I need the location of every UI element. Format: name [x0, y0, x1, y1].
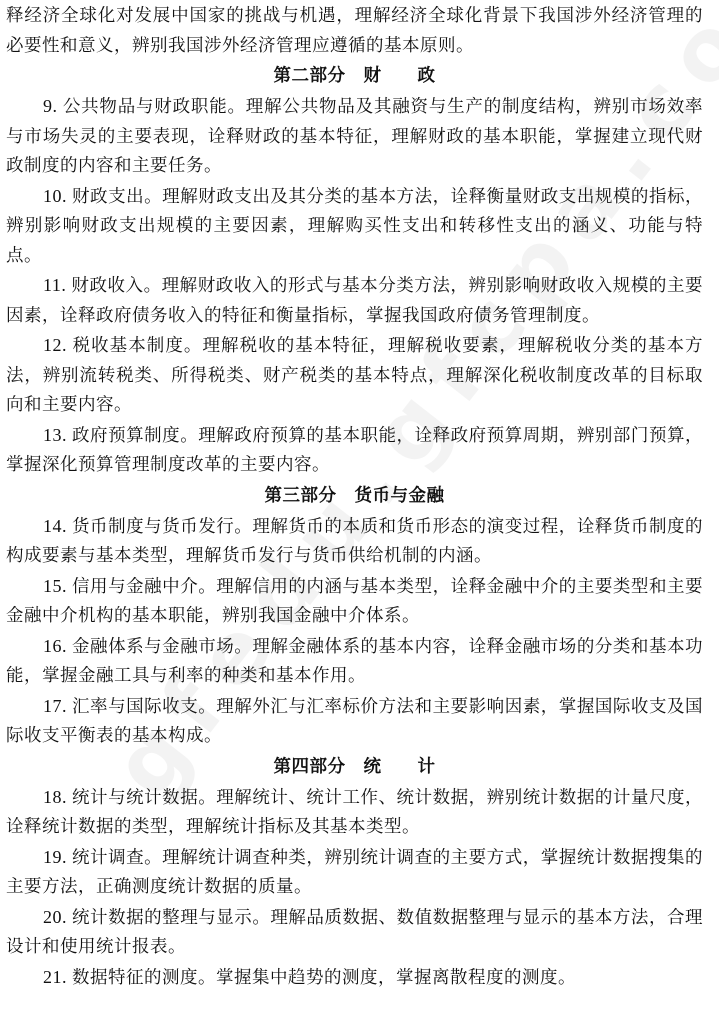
item-number: 13. — [43, 424, 73, 445]
item-text: 财政收入。理解财政收入的形式与基本分类方法，辨别影响财政收入规模的主要因素，诠释政府债务收入的特征和衡量指标，掌握我国政府债务管理制度。 — [6, 276, 703, 326]
item-text: 公共物品与财政职能。理解公共物品及其融资与生产的制度结构，辨别市场效率与市场失灵的主要表现，诠释财政的基本特征，理解财政的基本职能，掌握建立现代财政制度的内容和主要任务。 — [6, 97, 704, 176]
item-text: 统计调查。理解统计调查种类，辨别统计调查的主要方式，掌握统计数据搜集的主要方法，正确测度统计数据的质量。 — [6, 847, 703, 897]
item-number: 16. — [43, 635, 73, 656]
section-heading: 第三部分 货币与金融 — [264, 485, 445, 506]
list-item — [6, 903, 703, 963]
list-item — [6, 331, 703, 421]
item-number: 15. — [43, 575, 73, 596]
list-item — [6, 182, 703, 272]
list-item — [6, 692, 703, 752]
item-text: 金融体系与金融市场。理解金融体系的基本内容，诠释金融市场的分类和基本功能，掌握金融工具与利率的种类和基本作用。 — [6, 636, 703, 686]
list-item — [6, 421, 703, 481]
list-item — [6, 572, 703, 632]
section-heading: 第二部分 财 政 — [273, 66, 436, 86]
item-text: 统计数据的整理与显示。理解品质数据、数值数据整理与显示的基本方法，合理设计和使用统计报表。 — [6, 907, 703, 957]
item-number: 14. — [43, 515, 73, 536]
item-text: 汇率与国际收支。理解外汇与汇率标价方法和主要影响因素，掌握国际收支及国际收支平衡表的基本构成。 — [6, 696, 703, 746]
item-number: 20. — [43, 906, 73, 927]
list-item — [6, 632, 703, 692]
list-item — [6, 963, 703, 994]
list-item — [6, 92, 703, 182]
list-item — [6, 783, 703, 843]
intro-paragraph: 释经济全球化对发展中国家的挑战与机遇，理解经济全球化背景下我国涉外经济管理的必要性和意义，辨别我国涉外经济管理应遵循的基本原则。 — [6, 6, 703, 56]
item-text: 货币制度与货币发行。理解货币的本质和货币形态的演变过程，诠释货币制度的构成要素与基本类型，理解货币发行与货币供给机制的内涵。 — [6, 516, 703, 566]
item-number: 12. — [43, 335, 73, 355]
item-text: 数据特征的测度。掌握集中趋势的测度，掌握离散程度的测度。 — [72, 967, 576, 988]
item-number: 21. — [43, 966, 72, 987]
item-number: 9. — [43, 96, 63, 116]
item-number: 19. — [43, 846, 73, 867]
item-text: 统计与统计数据。理解统计、统计工作、统计数据，辨别统计数据的计量尺度，诠释统计数据的类型，理解统计指标及其基本类型。 — [6, 787, 703, 837]
item-text: 政府预算制度。理解政府预算的基本职能，诠释政府预算周期，辨别部门预算，掌握深化预算管理制度改革的主要内容。 — [6, 425, 703, 475]
list-item — [6, 271, 703, 331]
document-page — [6, 2, 703, 993]
item-number: 10. — [43, 185, 73, 206]
section-heading: 第四部分 统 计 — [273, 756, 436, 777]
item-number: 17. — [43, 695, 73, 716]
list-item — [6, 843, 703, 903]
item-text: 信用与金融中介。理解信用的内涵与基本类型，诠释金融中介的主要类型和主要金融中介机构的基本职能，辨别我国金融中介体系。 — [6, 576, 703, 626]
item-text: 财政支出。理解财政支出及其分类的基本方法，诠释衡量财政支出规模的指标，辨别影响财政支出规模的主要因素，理解购买性支出和转移性支出的涵义、功能与特点。 — [6, 186, 703, 266]
item-number: 18. — [43, 786, 73, 807]
list-item — [6, 512, 703, 572]
item-text: 税收基本制度。理解税收的基本特征，理解税收要素，理解税收分类的基本方法，辨别流转税类、所得税类、财产税类的基本特点，理解深化税收制度改革的目标取向和主要内容。 — [6, 336, 704, 415]
item-number: 11. — [43, 275, 72, 295]
